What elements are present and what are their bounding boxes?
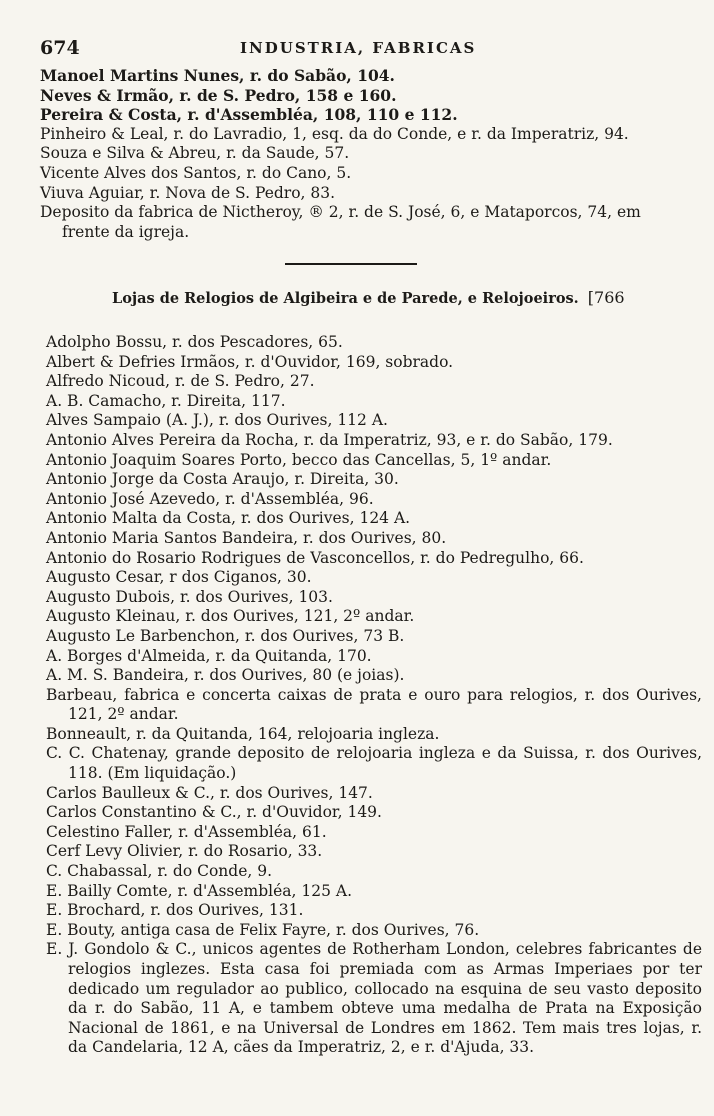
list-item: Albert & Defries Irmãos, r. d'Ouvidor, 169, sobrado. — [46, 352, 454, 371]
section-heading — [112, 288, 625, 307]
list-item: C. Chabassal, r. do Conde, 9. — [46, 862, 273, 881]
list-item: Augusto Le Barbenchon, r. dos Ourives, 73 B. — [46, 626, 405, 645]
list-item: Antonio José Azevedo, r. d'Assembléa, 96. — [46, 489, 374, 508]
list-item: Souza e Silva & Abreu, r. da Saude, 57. — [40, 144, 350, 163]
list-item: Deposito da fabrica de Nictheroy, ® 2, r. de S. José, 6, e Mataporcos, 74, em frente da igreja. — [40, 203, 641, 241]
list-item: Viuva Aguiar, r. Nova de S. Pedro, 83. — [40, 183, 336, 202]
list-item: Pinheiro & Leal, r. do Lavradio, 1, esq. da do Conde, e r. da Imperatriz, 94. — [40, 124, 629, 143]
list-item: Cerf Levy Olivier, r. do Rosario, 33. — [46, 842, 323, 861]
list-item: Alves Sampaio (A. J.), r. dos Ourives, 112 A. — [46, 411, 388, 430]
list-item: E. J. Gondolo & C., unicos agentes de Rotherham London, celebres fabricantes de relogios inglezes. Esta casa foi premiada com as Armas Imperiaes por ter dedicado um regulador ao publico, collocado na esquina de seu vasto deposito da r. do Sabão, 11 A, e tambem obteve uma medalha de Prata na Exposição Nacional de 1861, e na Universal de Londres em 1862. Tem mais tres lojas, r. da Candelaria, 12 A, cães da Imperatriz, 2, e r. d'Ajuda, 33. — [46, 940, 702, 1057]
list-item: Neves & Irmão, r. de S. Pedro, 158 e 160. — [40, 85, 397, 105]
list-item: Celestino Faller, r. d'Assembléa, 61. — [46, 822, 327, 841]
list-item: C. C. Chatenay, grande deposito de relojoaria ingleza e da Suissa, r. dos Ourives, 118. (Em liquidação.) — [46, 744, 702, 783]
list-item: Augusto Cesar, r dos Ciganos, 30. — [46, 568, 312, 587]
page-header — [40, 37, 680, 59]
list-item: Antonio Jorge da Costa Araujo, r. Direita, 30. — [46, 470, 399, 489]
section1-list — [40, 66, 680, 242]
section-number: [766 — [587, 288, 625, 307]
list-item: E. Brochard, r. dos Ourives, 131. — [46, 901, 304, 920]
list-item: Augusto Kleinau, r. dos Ourives, 121, 2º andar. — [46, 607, 415, 626]
list-item: Pereira & Costa, r. d'Assembléa, 108, 110 e 112. — [40, 105, 458, 125]
list-item: Antonio Malta da Costa, r. dos Ourives, 124 A. — [46, 509, 411, 528]
list-item: A. M. S. Bandeira, r. dos Ourives, 80 (e joias). — [46, 666, 405, 685]
list-item: Carlos Constantino & C., r. d'Ouvidor, 149. — [46, 803, 382, 822]
list-item: Alfredo Nicoud, r. de S. Pedro, 27. — [46, 372, 315, 391]
list-item: A. B. Camacho, r. Direita, 117. — [46, 391, 286, 410]
list-item: Bonneault, r. da Quitanda, 164, relojoaria ingleza. — [46, 724, 440, 743]
list-item: Vicente Alves dos Santos, r. do Cano, 5. — [40, 163, 352, 182]
page-number: 674 — [40, 37, 80, 59]
list-item: Carlos Baulleux & C., r. dos Ourives, 147. — [46, 783, 373, 802]
list-item: Barbeau, fabrica e concerta caixas de prata e ouro para relogios, r. dos Ourives, 121, 2º andar. — [46, 685, 702, 724]
list-item: Adolpho Bossu, r. dos Pescadores, 65. — [46, 333, 343, 351]
list-item: E. Bailly Comte, r. d'Assembléa, 125 A. — [46, 881, 352, 900]
list-item: Antonio do Rosario Rodrigues de Vasconcellos, r. do Pedregulho, 66. — [46, 548, 584, 567]
section2-list — [46, 333, 702, 1058]
list-item: Augusto Dubois, r. dos Ourives, 103. — [46, 587, 333, 606]
list-item: E. Bouty, antiga casa de Felix Fayre, r. dos Ourives, 76. — [46, 920, 480, 939]
list-item: Manoel Martins Nunes, r. do Sabão, 104. — [40, 66, 395, 85]
list-item: Antonio Joaquim Soares Porto, becco das Cancellas, 5, 1º andar. — [46, 450, 552, 469]
section-divider — [285, 263, 417, 265]
running-title: INDUSTRIA, FABRICAS — [240, 39, 477, 57]
list-item: Antonio Maria Santos Bandeira, r. dos Ourives, 80. — [46, 528, 447, 547]
list-item: A. Borges d'Almeida, r. da Quitanda, 170. — [46, 646, 372, 665]
section-title: Lojas de Relogios de Algibeira e de Parede, e Relojoeiros. — [112, 290, 579, 307]
list-item: Antonio Alves Pereira da Rocha, r. da Imperatriz, 93, e r. do Sabão, 179. — [46, 430, 613, 449]
